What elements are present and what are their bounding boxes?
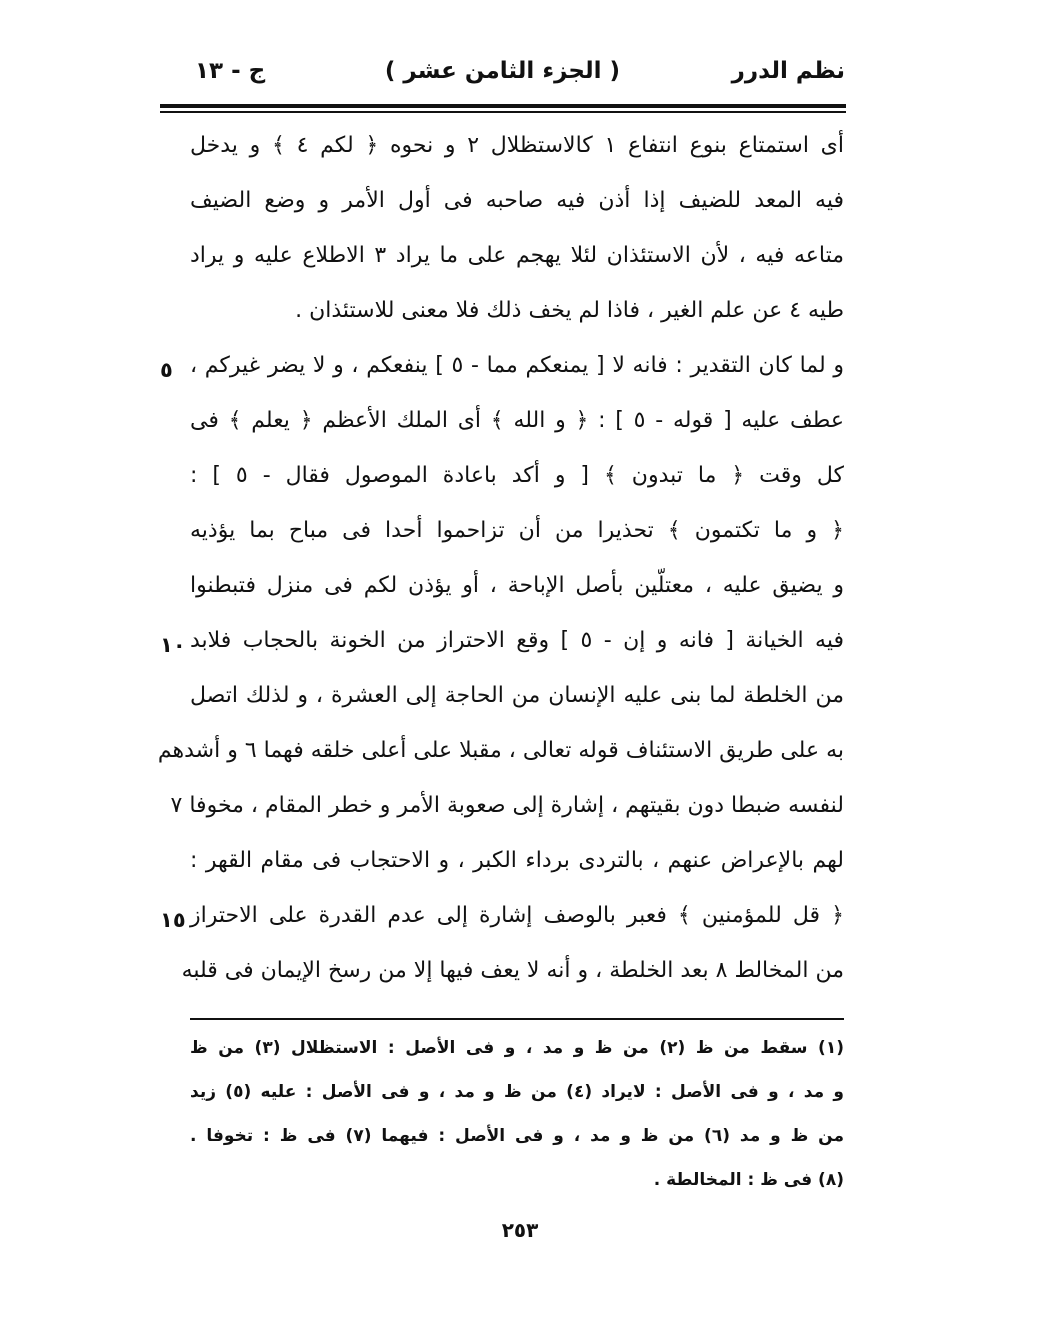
text-line: لهم بالإعراض عنهم ، بالتردى برداء الكبر ، و الاحتجاب فى مقام القهر : [190,848,844,873]
text-line: ﴿ و ما تكتمون ﴾ تحذيرا من أن تزاحموا أحدا فى مباح بما يؤذيه [190,518,844,543]
text-line: من الخلطة لما بنى عليه الإنسان من الحاجة إلى العشرة ، و لذلك اتصل [190,683,844,708]
page-header [160,52,845,100]
footnote-rule [190,1018,844,1020]
text-line: عطف عليه [ قوله - ٥ ] : ﴿ و الله ﴾ أى الملك الأعظم ﴿ يعلم ﴾ فى [190,408,844,433]
page-number: ٢٥٣ [501,1218,539,1242]
text-line: متاعه فيه ، لأن الاستئذان لئلا يهجم على ما يراد ٣ الاطلاع عليه و يراد [190,243,844,268]
chapter-reference: ج - ١٣ [195,58,266,84]
text-line: أى استمتاع بنوع انتفاع ١ كالاستظلال ٢ و نحوه ﴿ لكم ٤ ﴾ و يدخل [190,133,844,158]
book-title: نظم الدرر [731,58,845,84]
volume-label: ( الجزء الثامن عشر ) [384,58,620,84]
line-number-15: ١٥ [160,908,186,932]
text-line: و يضيق عليه ، معتلّين بأصل الإباحة ، أو يؤذن لكم فى منزل فتبطنوا [190,573,844,598]
text-line: به على طريق الاستئناف قوله تعالى ، مقبلا على أعلى خلقه فهما ٦ و أشدهم [157,738,844,763]
text-line: ﴿ قل للمؤمنين ﴾ فعبر بالوصف إشارة إلى عدم القدرة على الاحتراز [190,903,844,928]
footnote-line: (٨) فى ظ : المخالطة . [653,1170,844,1190]
header-rule-thin [160,111,846,113]
text-line: كل وقت ﴿ ما تبدون ﴾ [ و أكد باعادة الموصول فقال - ٥ ] : [190,463,844,488]
footnotes [190,1026,844,1202]
header-rule-thick [160,104,846,108]
footnote-line: من ظ و مد (٦) من ظ و مد ، و فى الأصل : فيهما (٧) فى ظ : تخوفا . [190,1126,844,1146]
text-line: و لما كان التقدير : فانه لا [ يمنعكم مما - ٥ ] ينفعكم ، و لا يضر غيركم ، [190,353,845,378]
footnote-line: و مد ، و فى الأصل : لايراد (٤) من ظ و مد ، و فى الأصل : عليه (٥) زيد [190,1082,844,1102]
text-line: طيه ٤ عن علم الغير ، فاذا لم يخف ذلك فلا معنى للاستئذان . [295,298,844,323]
text-line: فيه الخيانة [ فانه و إن - ٥ ] وقع الاحتراز من الخونة بالحجاب فلابد [190,628,844,653]
footnote-line: (١) سقط من ظ (٢) من ظ و مد ، و فى الأصل : الاستظلال (٣) من ظ [190,1038,844,1058]
text-line: فيه المعد للضيف إذا أذن فيه صاحبه فى أول الأمر و وضع الضيف [190,188,844,213]
text-line: لنفسه ضبطا دون بقيتهم ، إشارة إلى صعوبة الأمر و خطر المقام ، مخوفا ٧ [170,793,844,818]
line-number-10: ١٠ [160,633,186,657]
text-line: من المخالط ٨ بعد الخلطة ، و أنه لا يعف فيها إلا من رسخ الإيمان فى قلبه [181,958,844,983]
line-number-5: ٥ [160,358,173,382]
